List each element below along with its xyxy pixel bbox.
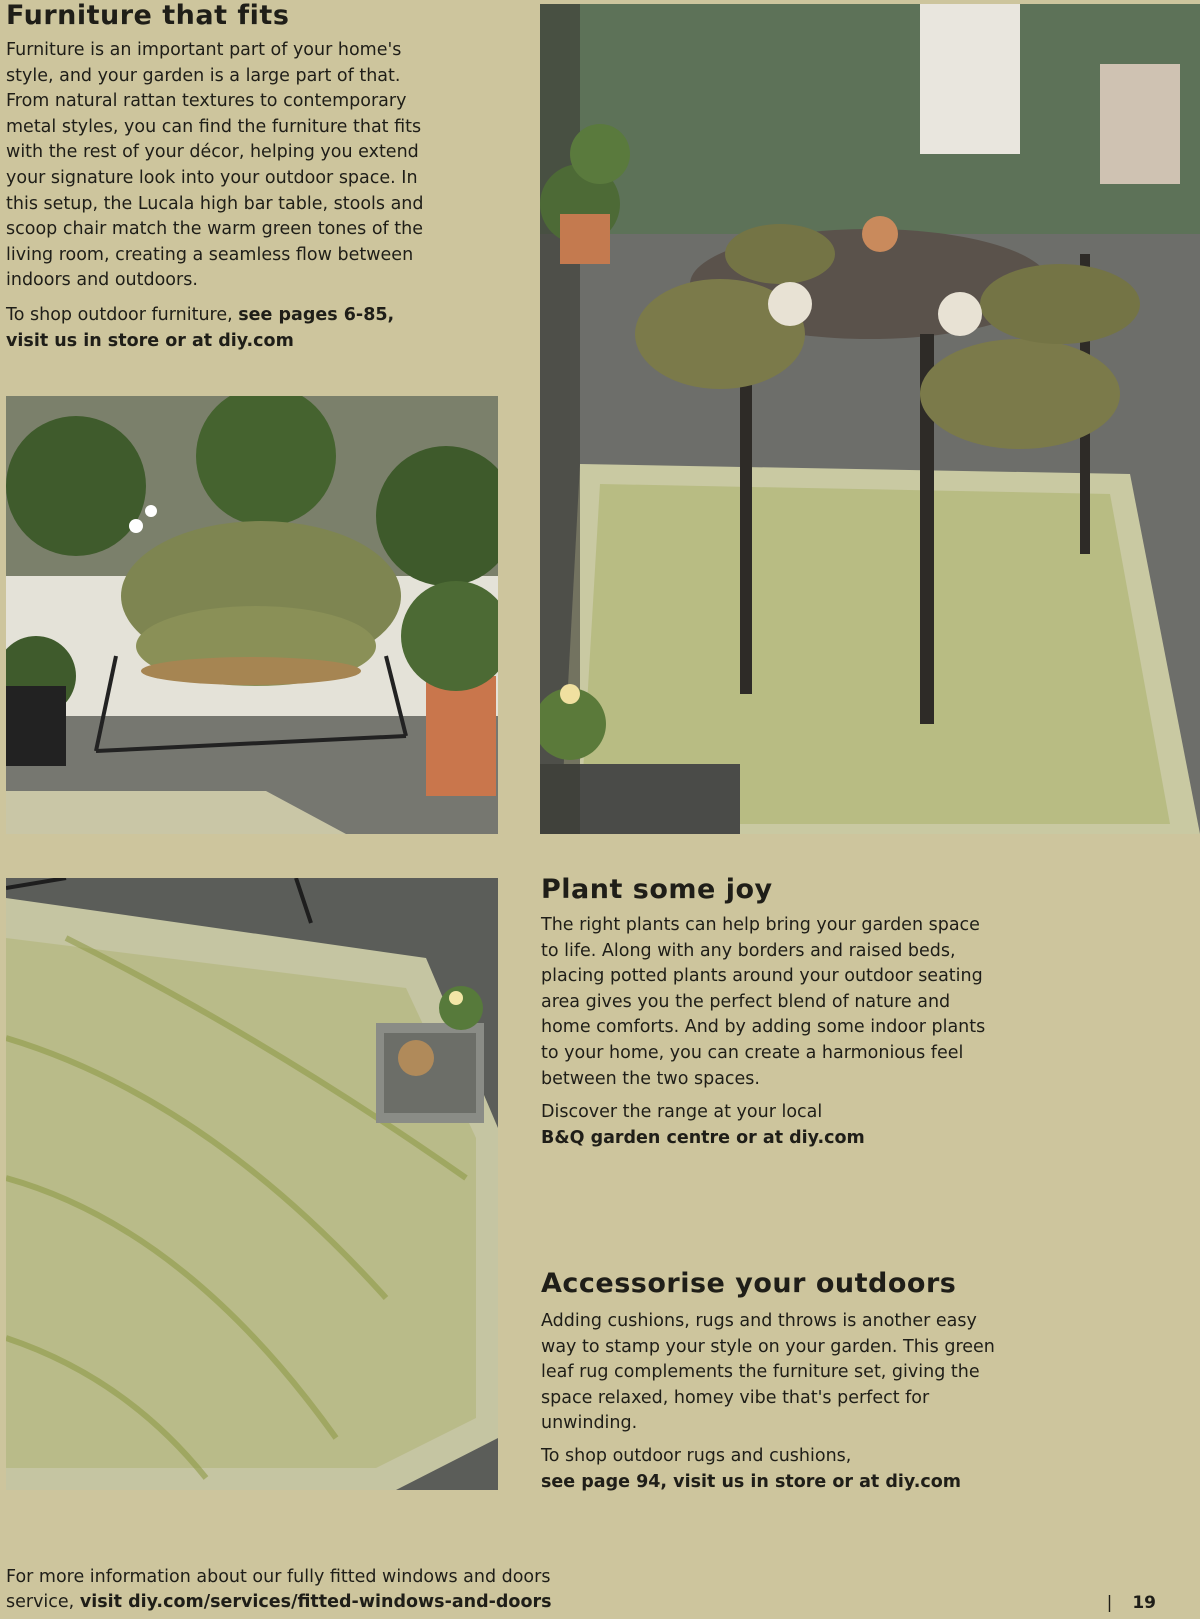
page-number	[1107, 1593, 1156, 1613]
footer-line-1: For more information about our fully fitted windows and doors	[6, 1567, 551, 1587]
page-number-value: 19	[1132, 1593, 1156, 1613]
photo-leaf-rug	[6, 878, 498, 1490]
cta-text: Discover the range at your local	[541, 1102, 823, 1122]
cta-link-store[interactable]: visit us in store or at diy.com	[6, 330, 294, 351]
footer-note	[6, 1565, 626, 1615]
cta-link-rugs[interactable]: see page 94, visit us in store or at diy.com	[541, 1471, 961, 1492]
footer-line-2-text: service,	[6, 1592, 80, 1612]
section-body-accessorise: Adding cushions, rugs and throws is another easy way to stamp your style on your garden. This green leaf rug complements the furniture set, giving the space relaxed, homey vibe that's perfect for unwinding.	[541, 1311, 995, 1434]
cta-link-pages[interactable]: see pages 6-85,	[238, 305, 395, 325]
section-cta-furniture	[6, 303, 446, 354]
photo-scoop-chair	[6, 396, 498, 834]
page-separator: |	[1106, 1593, 1113, 1613]
cta-link-garden-centre[interactable]: B&Q garden centre or at diy.com	[541, 1127, 865, 1148]
section-title-furniture: Furniture that fits	[6, 0, 290, 31]
cta-text: To shop outdoor furniture,	[6, 305, 239, 325]
footer-link[interactable]: visit diy.com/services/fitted-windows-and-doors	[79, 1592, 552, 1612]
section-body-furniture: Furniture is an important part of your home's style, and your garden is a large part of that. From natural rattan textures to contemporary metal styles, you can find the furniture that fits with the rest of your décor, helping you extend your signature look into your outdoor space. In this setup, the Lucala high bar table, stools and scoop chair match the warm green tones of the living room, creating a seamless flow between indoors and outdoors.	[6, 40, 424, 291]
cta-text: To shop outdoor rugs and cushions,	[541, 1446, 852, 1466]
section-cta-accessorise	[541, 1444, 1011, 1495]
section-title-plants: Plant some joy	[541, 874, 773, 905]
section-title-accessorise: Accessorise your outdoors	[541, 1268, 957, 1299]
section-body-plants: The right plants can help bring your garden space to life. Along with any borders and raised beds, placing potted plants around your outdoor seating area gives you the perfect blend of nature and home comforts. And by adding some indoor plants to your home, you can create a harmonious feel between the two spaces.	[541, 915, 986, 1089]
section-cta-plants	[541, 1100, 991, 1151]
photo-dining-set	[540, 4, 1200, 834]
